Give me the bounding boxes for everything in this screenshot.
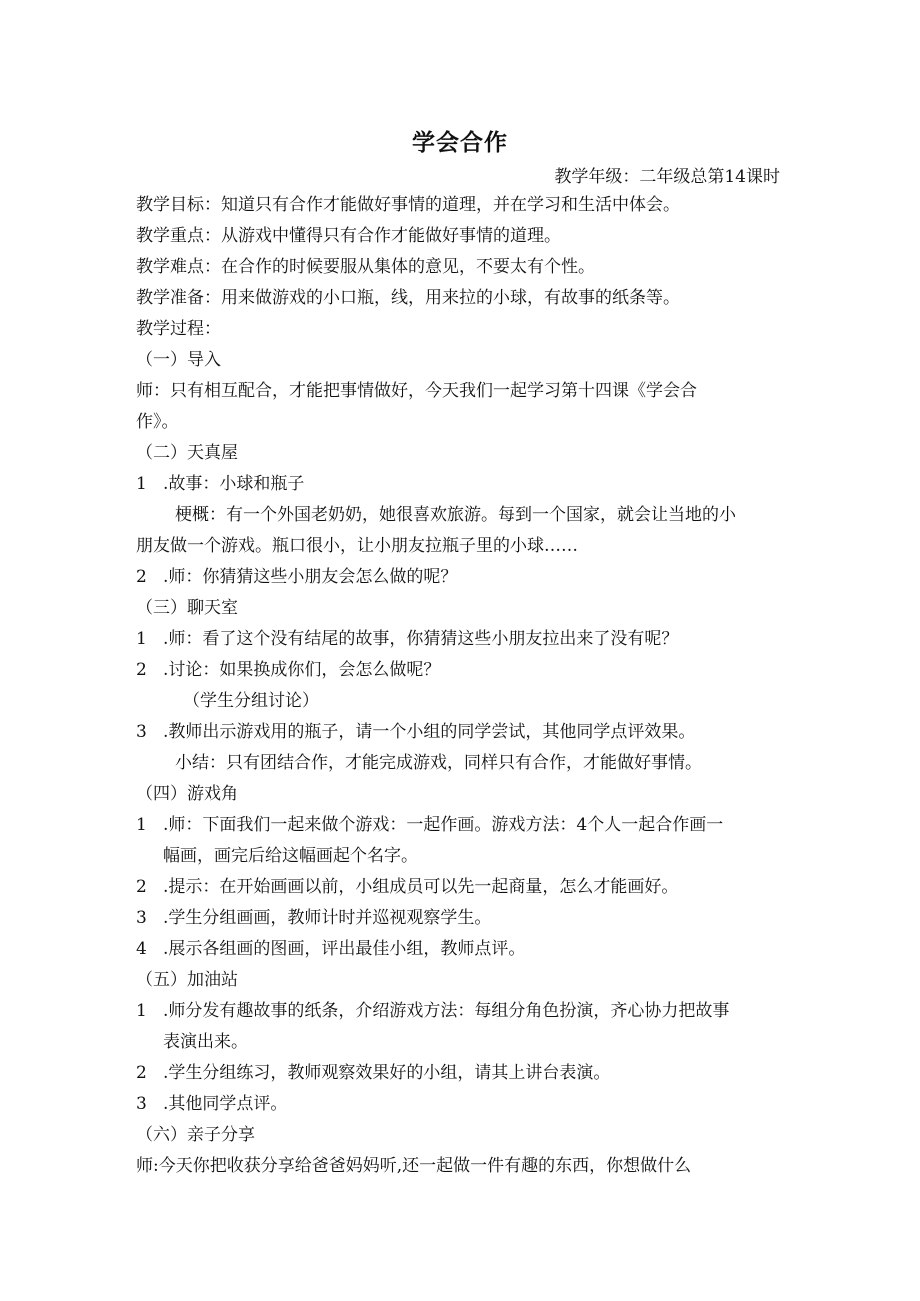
- list-item: [136, 903, 796, 934]
- item-text: .提示：在开始画画以前，小组成员可以先一起商量，怎么才能画好。: [163, 877, 679, 897]
- sharing-text: 师:今天你把收获分享给爸爸妈妈听,还一起做一件有趣的东西，你想做什么: [136, 1156, 692, 1176]
- section-heading-innocent-house: （二）天真屋: [136, 443, 238, 463]
- story-summary-cont: 朋友做一个游戏。瓶口很小，让小朋友拉瓶子里的小球……: [136, 536, 578, 556]
- discussion-note: （学生分组讨论）: [183, 691, 319, 711]
- item-number: 2: [136, 567, 147, 587]
- list-item: [136, 562, 796, 593]
- list-item: [136, 872, 796, 903]
- item-text: .师：看了这个没有结尾的故事，你猜猜这些小朋友拉出来了没有呢？: [163, 629, 679, 649]
- list-item-cont: 表演出来。: [163, 1032, 248, 1052]
- item-number: 2: [136, 877, 147, 897]
- grade-info: 教学年级：二年级总第14课时: [554, 167, 780, 187]
- item-text: .教师出示游戏用的瓶子，请一个小组的同学尝试，其他同学点评效果。: [163, 722, 696, 742]
- list-item: [136, 1089, 796, 1120]
- item-number: 3: [136, 722, 147, 742]
- list-item: [136, 469, 796, 500]
- section-heading-chat-room: （三）聊天室: [136, 598, 238, 618]
- item-text: .学生分组画画，教师计时并巡视观察学生。: [163, 908, 492, 928]
- preparation-line: 教学准备：用来做游戏的小口瓶，线，用来拉的小球，有故事的纸条等。: [136, 288, 680, 308]
- item-text: .学生分组练习，教师观察效果好的小组，请其上讲台表演。: [163, 1063, 611, 1083]
- intro-text: 师：只有相互配合，才能把事情做好，今天我们一起学习第十四课《学会合: [136, 381, 697, 401]
- list-item: [136, 717, 796, 748]
- lesson-body: [136, 190, 796, 1182]
- process-label: 教学过程：: [136, 319, 221, 339]
- intro-text-cont: 作》。: [136, 412, 179, 432]
- item-number: 1: [136, 629, 147, 649]
- conclusion-text: 小结：只有团结合作，才能完成游戏，同样只有合作，才能做好事情。: [175, 753, 702, 773]
- item-number: 1: [136, 815, 147, 835]
- item-text: .师：下面我们一起来做个游戏：一起作画。游戏方法：4个人一起合作画一: [163, 815, 724, 835]
- key-point-line: 教学重点：从游戏中懂得只有合作才能做好事情的道理。: [136, 226, 561, 246]
- section-heading-intro: （一）导入: [136, 350, 221, 370]
- list-item: [136, 810, 796, 841]
- item-number: 2: [136, 660, 147, 680]
- item-number: 1: [136, 474, 147, 494]
- item-text: .其他同学点评。: [163, 1094, 288, 1114]
- item-text: .讨论：如果换成你们，会怎么做呢？: [163, 660, 441, 680]
- list-item: [136, 655, 796, 686]
- item-number: 4: [136, 939, 147, 959]
- list-item: [136, 1058, 796, 1089]
- section-heading-parent-child-sharing: （六）亲子分享: [136, 1125, 255, 1145]
- item-number: 3: [136, 1094, 147, 1114]
- list-item: [136, 624, 796, 655]
- item-number: 2: [136, 1063, 147, 1083]
- item-text: .故事：小球和瓶子: [163, 474, 305, 494]
- lesson-title: 学会合作: [412, 130, 508, 156]
- section-heading-game-corner: （四）游戏角: [136, 784, 238, 804]
- item-number: 3: [136, 908, 147, 928]
- item-text: .师：你猜猜这些小朋友会怎么做的呢？: [163, 567, 458, 587]
- list-item-cont: 幅画，画完后给这幅画起个名字。: [163, 846, 418, 866]
- section-heading-refuel-station: （五）加油站: [136, 970, 238, 990]
- story-summary: 梗概：有一个外国老奶奶，她很喜欢旅游。每到一个国家，就会让当地的小: [175, 505, 736, 525]
- difficulty-line: 教学难点：在合作的时候要服从集体的意见，不要太有个性。: [136, 257, 595, 277]
- list-item: [136, 996, 796, 1027]
- item-text: .展示各组画的图画，评出最佳小组，教师点评。: [163, 939, 526, 959]
- item-text: .师分发有趣故事的纸条，介绍游戏方法：每组分角色扮演，齐心协力把故事: [163, 1001, 730, 1021]
- item-number: 1: [136, 1001, 147, 1021]
- list-item: [136, 934, 796, 965]
- objective-line: 教学目标：知道只有合作才能做好事情的道理，并在学习和生活中体会。: [136, 195, 680, 215]
